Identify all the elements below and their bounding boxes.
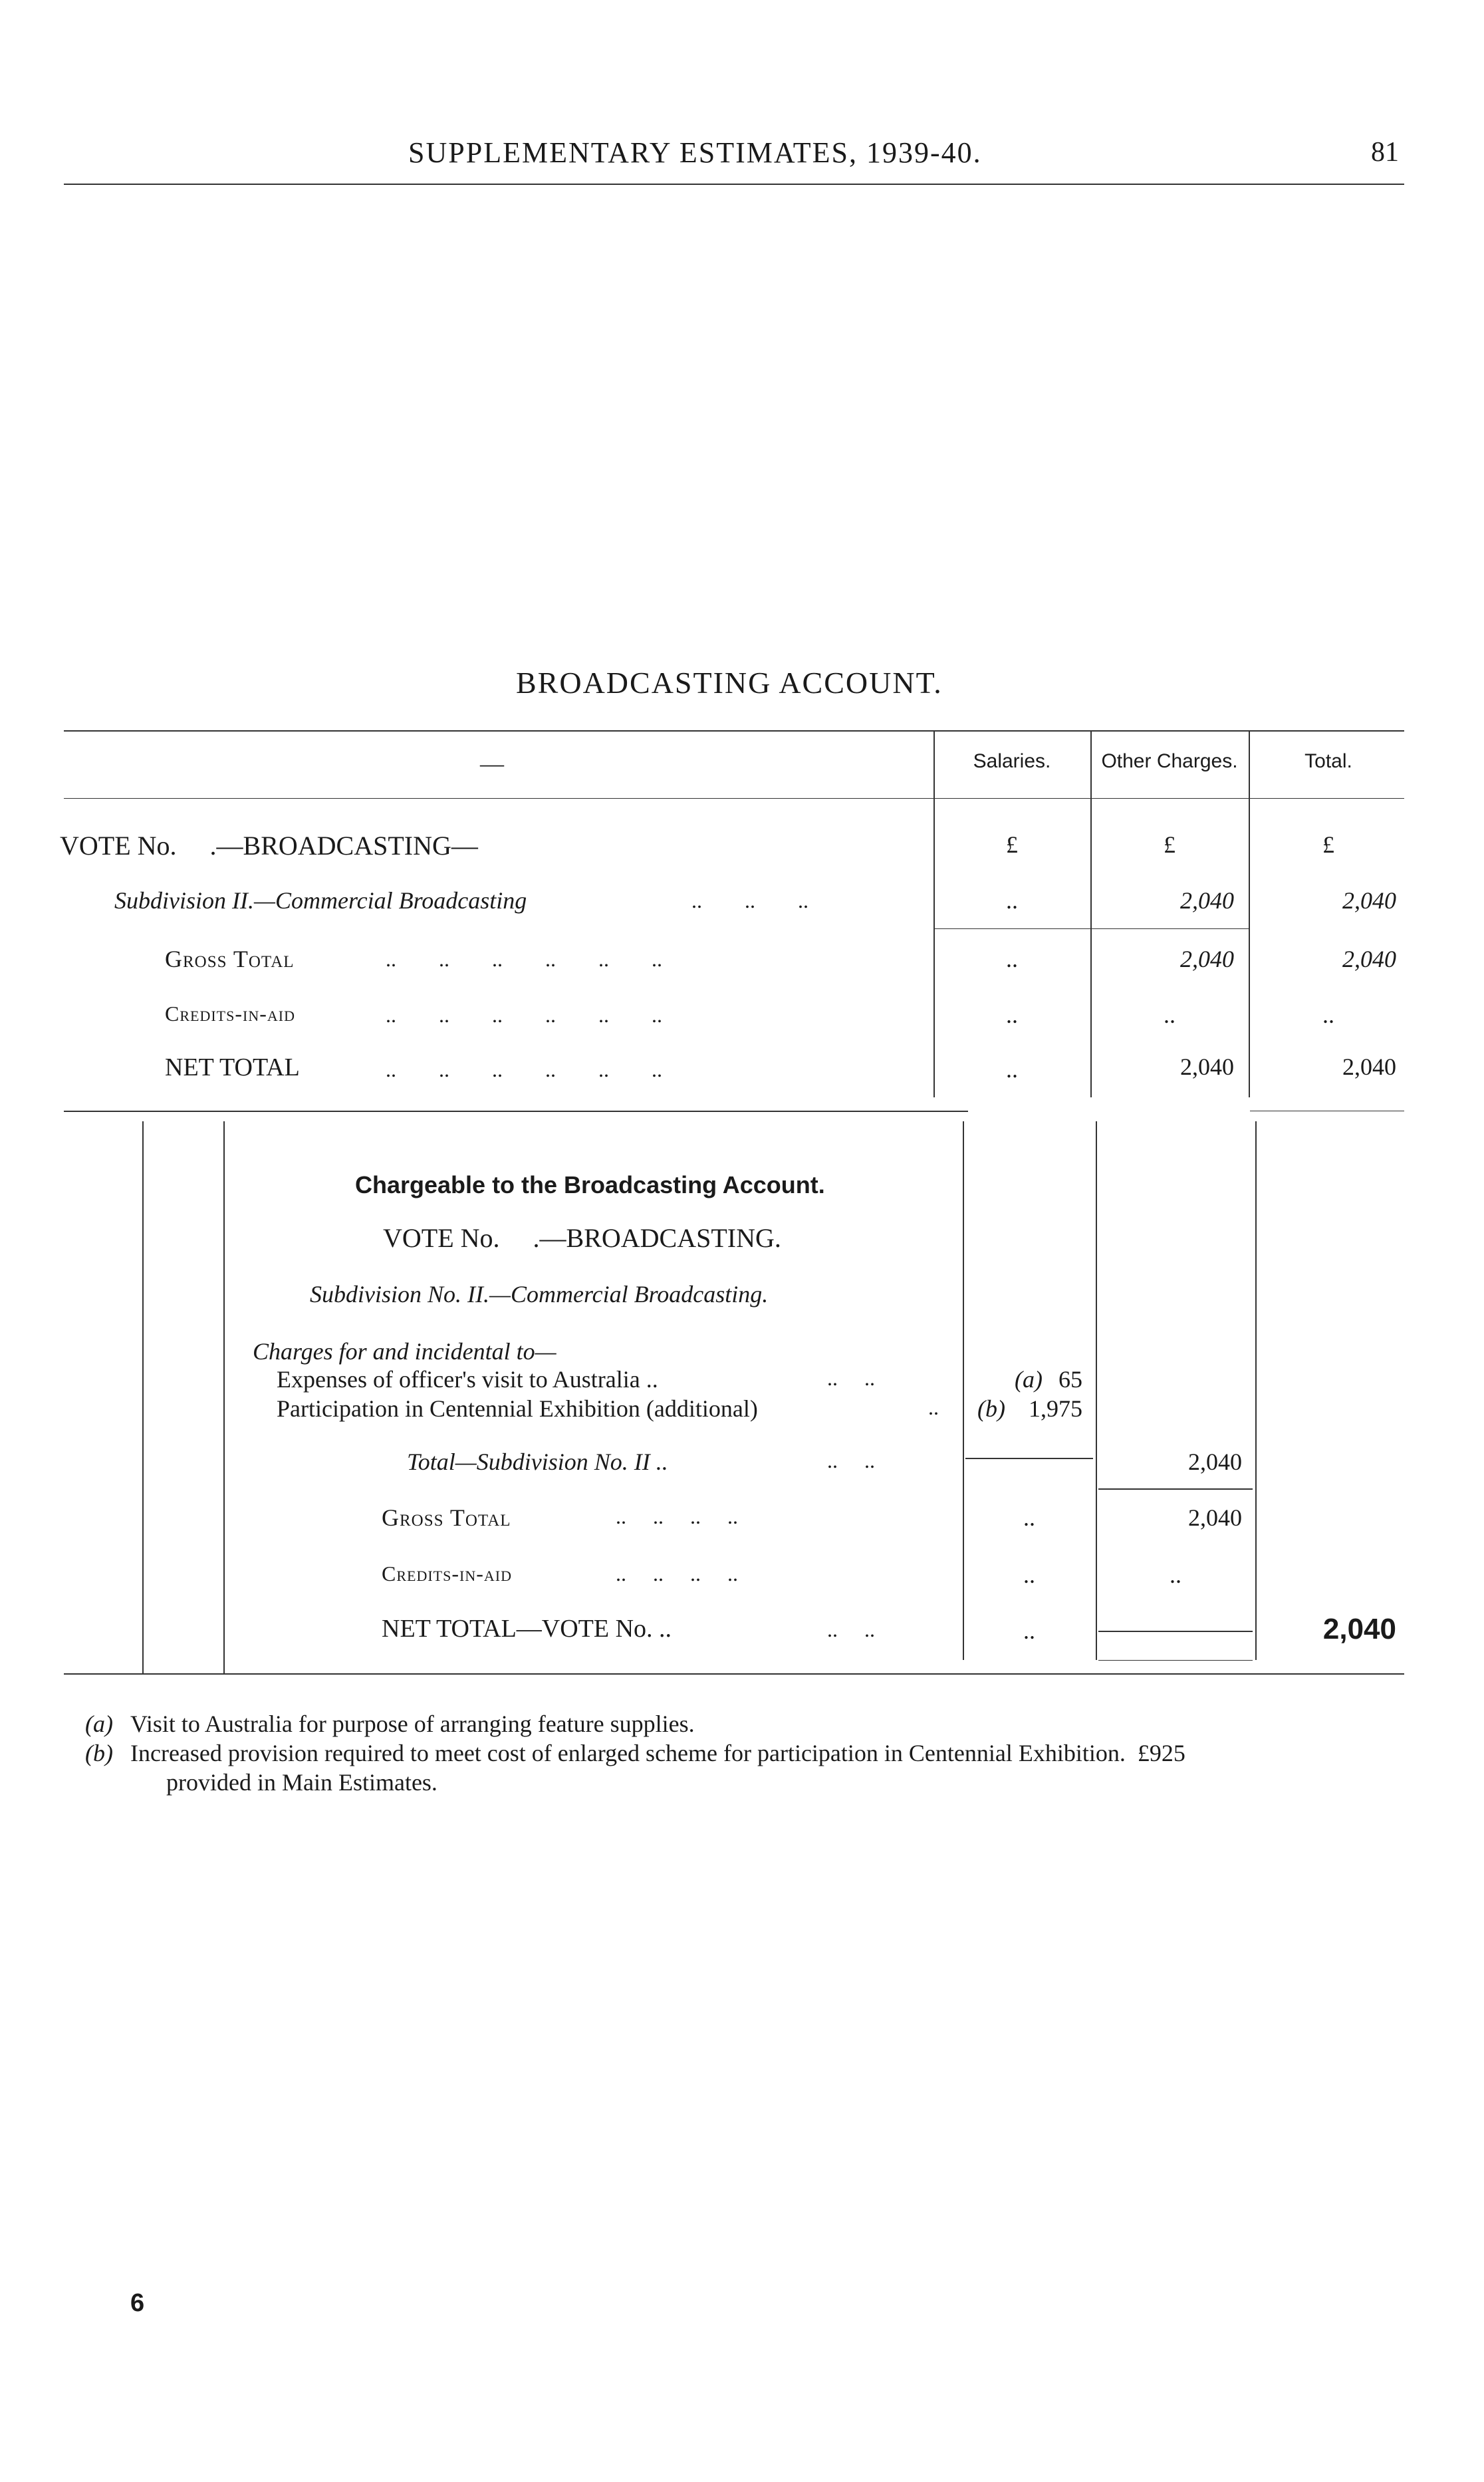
summary-bottom-rule — [64, 1111, 968, 1112]
detail-item-1-dots: .. .. — [827, 1366, 875, 1390]
detail-item-1-amount: 65 — [1058, 1366, 1082, 1393]
summary-col-divider-1 — [933, 732, 935, 1097]
footnote-a-text: Visit to Australia for purpose of arranging feature supplies. — [130, 1711, 695, 1737]
detail-total-sub-label: Total—Subdivision No. II .. — [407, 1448, 668, 1475]
detail-item-2-amount: 1,975 — [1029, 1395, 1082, 1422]
summary-col-total: Total. — [1304, 750, 1352, 772]
summary-credits-label: Credits-in-aid — [165, 1002, 295, 1026]
summary-gross-other: 2,040 — [1180, 946, 1234, 972]
detail-total-sub-dots: .. .. — [827, 1448, 875, 1472]
summary-credits-dots: .. .. .. .. .. .. — [386, 1003, 662, 1027]
detail-gross-other: 2,040 — [1188, 1504, 1242, 1531]
detail-credits-dots: .. .. .. .. — [616, 1562, 738, 1586]
summary-net-salaries: .. — [1006, 1056, 1018, 1083]
detail-item-2-ref: (b) — [977, 1395, 1005, 1422]
detail-net-salaries: .. — [1023, 1617, 1035, 1644]
summary-gross-dots: .. .. .. .. .. .. — [386, 947, 662, 971]
summary-net-other: 2,040 — [1180, 1053, 1234, 1080]
summary-subdivision-total: 2,040 — [1342, 887, 1396, 914]
summary-col-other: Other Charges. — [1101, 750, 1238, 772]
summary-currency-other: £ — [1164, 831, 1175, 858]
detail-credits-other: .. — [1170, 1562, 1181, 1588]
summary-col-divider-3 — [1249, 732, 1250, 1097]
account-title: BROADCASTING ACCOUNT. — [516, 666, 943, 700]
detail-item-1-ref: (a) — [1015, 1366, 1043, 1393]
footnote-b-cont: provided in Main Estimates. — [166, 1769, 437, 1796]
detail-gross-salaries: .. — [1023, 1504, 1035, 1531]
detail-col-divider-3 — [1255, 1121, 1257, 1660]
detail-total-sub-other: 2,040 — [1188, 1448, 1242, 1475]
detail-heading: Chargeable to the Broadcasting Account. — [355, 1171, 825, 1198]
summary-credits-other: .. — [1164, 1002, 1175, 1028]
footer-signature-mark: 6 — [130, 2289, 145, 2317]
summary-col-salaries: Salaries. — [973, 750, 1051, 772]
summary-gross-salaries: .. — [1006, 946, 1018, 972]
summary-col-divider-2 — [1090, 732, 1092, 1097]
page-header-title: SUPPLEMENTARY ESTIMATES, 1939-40. — [408, 136, 982, 169]
summary-subdivision-other: 2,040 — [1180, 887, 1234, 914]
summary-currency-total: £ — [1322, 831, 1334, 858]
summary-gross-total: 2,040 — [1342, 946, 1396, 972]
detail-gross-label: Gross Total — [382, 1504, 511, 1531]
summary-subdivision-label: Subdivision II.—Commercial Broadcasting — [114, 887, 527, 914]
summary-header-rule — [64, 798, 1404, 799]
detail-gross-dots: .. .. .. .. — [616, 1504, 738, 1528]
summary-net-total: 2,040 — [1342, 1053, 1396, 1080]
page-number: 81 — [1371, 137, 1399, 168]
detail-credits-salaries: .. — [1023, 1562, 1035, 1588]
summary-net-dots: .. .. .. .. .. .. — [386, 1057, 662, 1081]
summary-gross-label: Gross Total — [165, 946, 295, 972]
summary-top-rule — [64, 730, 1404, 732]
detail-credits-label: Credits-in-aid — [382, 1562, 512, 1586]
summary-net-label: NET TOTAL — [165, 1053, 300, 1081]
summary-credits-total: .. — [1322, 1002, 1334, 1028]
footnote-b-mark: (b) — [85, 1740, 113, 1766]
detail-net-other-rule-bottom — [1098, 1660, 1253, 1661]
summary-subdivision-rule — [933, 928, 1249, 929]
detail-items-rule — [965, 1458, 1093, 1459]
summary-vote-label: VOTE No. .—BROADCASTING— — [60, 831, 478, 861]
detail-net-other-rule-top — [1098, 1631, 1253, 1632]
summary-subdivision-dots: .. .. .. — [691, 889, 808, 912]
summary-col-blank: — — [480, 750, 504, 777]
summary-subdivision-salaries: .. — [1006, 887, 1018, 914]
detail-item-2-label: Participation in Centennial Exhibition (additional) — [277, 1395, 758, 1422]
footnote-b-text: Increased provision required to meet cost of enlarged scheme for participation in Centennial Exhibition. £925 — [130, 1740, 1185, 1766]
detail-charges-intro: Charges for and incidental to— — [253, 1338, 556, 1365]
detail-subdivision: Subdivision No. II.—Commercial Broadcasting. — [310, 1281, 769, 1308]
detail-net-dots: .. .. — [827, 1617, 875, 1641]
detail-margin-line-1 — [142, 1121, 144, 1673]
detail-total-sub-rule — [1098, 1488, 1253, 1490]
summary-credits-salaries: .. — [1006, 1002, 1018, 1028]
footnote-a-mark: (a) — [85, 1711, 113, 1737]
detail-item-1-label: Expenses of officer's visit to Australia .. — [277, 1366, 658, 1393]
detail-vote-label: VOTE No. .—BROADCASTING. — [383, 1223, 781, 1253]
header-rule — [64, 184, 1404, 185]
summary-currency-salaries: £ — [1006, 831, 1018, 858]
detail-margin-line-2 — [223, 1121, 225, 1673]
detail-net-label: NET TOTAL—VOTE No. .. — [382, 1615, 672, 1643]
detail-net-total: 2,040 — [1322, 1613, 1396, 1645]
detail-bottom-rule — [64, 1673, 1404, 1675]
detail-item-2-dots: .. — [928, 1395, 939, 1419]
